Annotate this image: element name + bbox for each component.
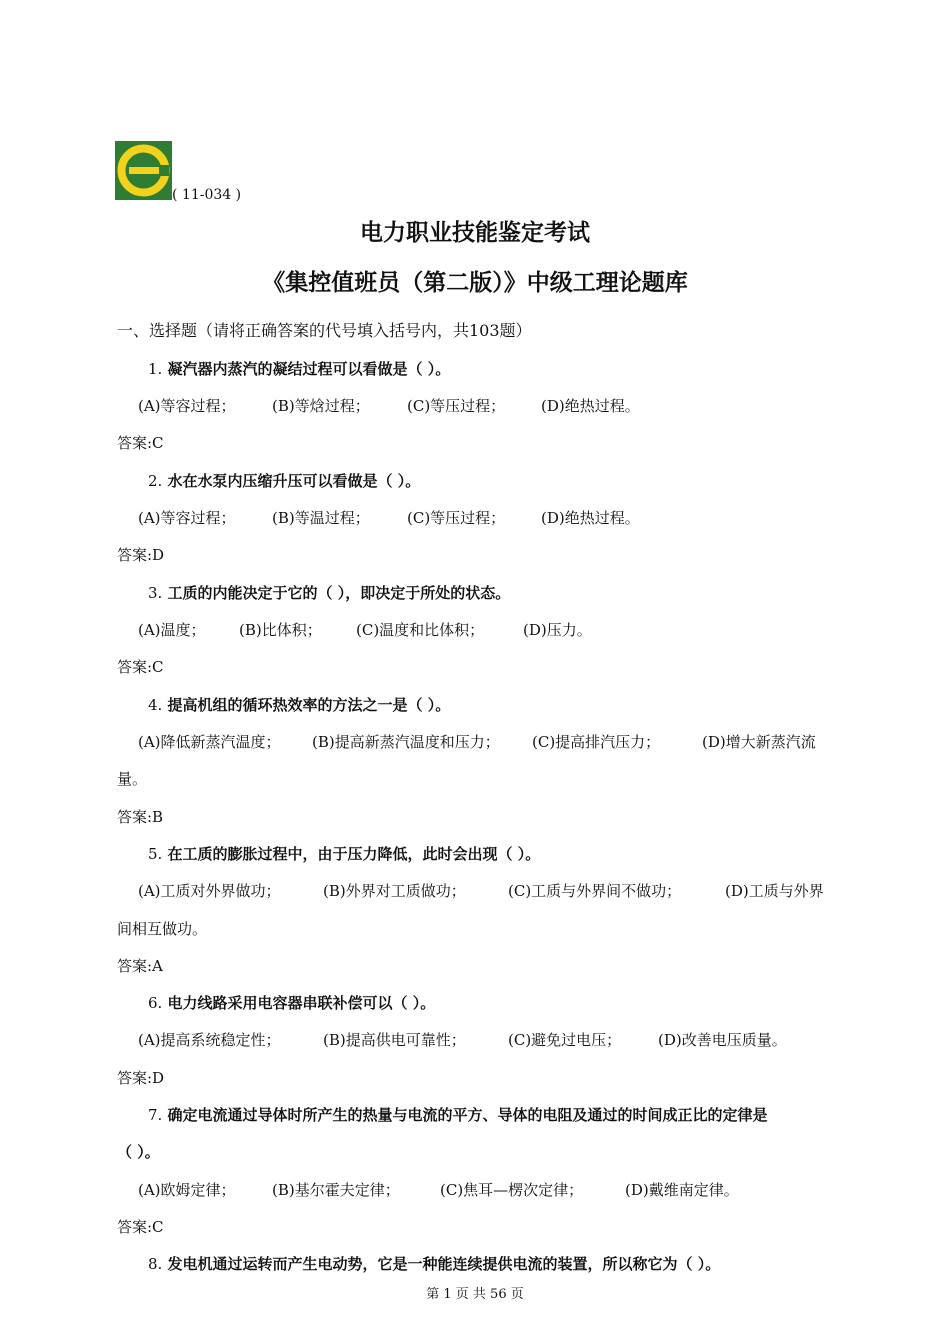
exam-code: ( 11-034 ) — [172, 187, 242, 203]
question-5-options: (A)工质对外界做功； (B)外界对工质做功； (C)工质与外界间不做功； (D)工质与外界 — [138, 882, 824, 900]
question-5-options-continued: 间相互做功。 — [117, 920, 208, 938]
question-7-options: (A)欧姆定律； (B)基尔霍夫定律； (C)焦耳—楞次定律； (D)戴维南定律。 — [138, 1181, 739, 1199]
question-2-answer: 答案:D — [117, 546, 165, 564]
question-1-options: (A)等容过程； (B)等焓过程； (C)等压过程； (D)绝热过程。 — [138, 397, 640, 415]
question-3-answer: 答案:C — [117, 658, 164, 676]
question-6-options: (A)提高系统稳定性； (B)提高供电可靠性； (C)避免过电压； (D)改善电压质量。 — [138, 1031, 787, 1049]
page-title: 电力职业技能鉴定考试 — [360, 220, 590, 246]
question-6: 6. 电力线路采用电容器串联补偿可以（ ）。 — [148, 994, 436, 1012]
question-8: 8. 发电机通过运转而产生电动势，它是一种能连续提供电流的装置，所以称它为（ ）。 — [148, 1255, 721, 1273]
question-4-options: (A)降低新蒸汽温度； (B)提高新蒸汽温度和压力； (C)提高排汽压力； (D)增大新蒸汽流 — [138, 733, 816, 751]
question-2-options: (A)等容过程； (B)等温过程； (C)等压过程； (D)绝热过程。 — [138, 509, 640, 527]
question-7: 7. 确定电流通过导体时所产生的热量与电流的平方、导体的电阻及通过的时间成正比的定律是 — [148, 1106, 768, 1124]
question-4-options-continued: 量。 — [117, 770, 148, 788]
question-6-answer: 答案:D — [117, 1069, 165, 1087]
page-subtitle: 《集控值班员（第二版）》中级工理论题库 — [262, 270, 688, 296]
question-1-answer: 答案:C — [117, 434, 164, 452]
question-4-answer: 答案:B — [117, 808, 164, 826]
question-2: 2. 水在水泵内压缩升压可以看做是（ ）。 — [148, 472, 421, 490]
page-footer: 第 1 页 共 56 页 — [426, 1287, 524, 1302]
logo-emblem-icon — [115, 141, 172, 200]
question-7-answer: 答案:C — [117, 1218, 164, 1236]
certification-logo — [115, 141, 172, 200]
question-4: 4. 提高机组的循环热效率的方法之一是（ ）。 — [148, 696, 451, 714]
question-5: 5. 在工质的膨胀过程中，由于压力降低，此时会出现（ ）。 — [148, 845, 541, 863]
section-heading: 一、选择题（请将正确答案的代号填入括号内，共103题） — [117, 321, 532, 340]
question-5-answer: 答案:A — [117, 957, 163, 975]
question-7-continued: （ ）。 — [117, 1143, 160, 1161]
question-3-options: (A)温度； (B)比体积； (C)温度和比体积； (D)压力。 — [138, 621, 592, 639]
question-3: 3. 工质的内能决定于它的（ ），即决定于所处的状态。 — [148, 584, 511, 602]
question-1: 1. 凝汽器内蒸汽的凝结过程可以看做是（ ）。 — [148, 360, 451, 378]
